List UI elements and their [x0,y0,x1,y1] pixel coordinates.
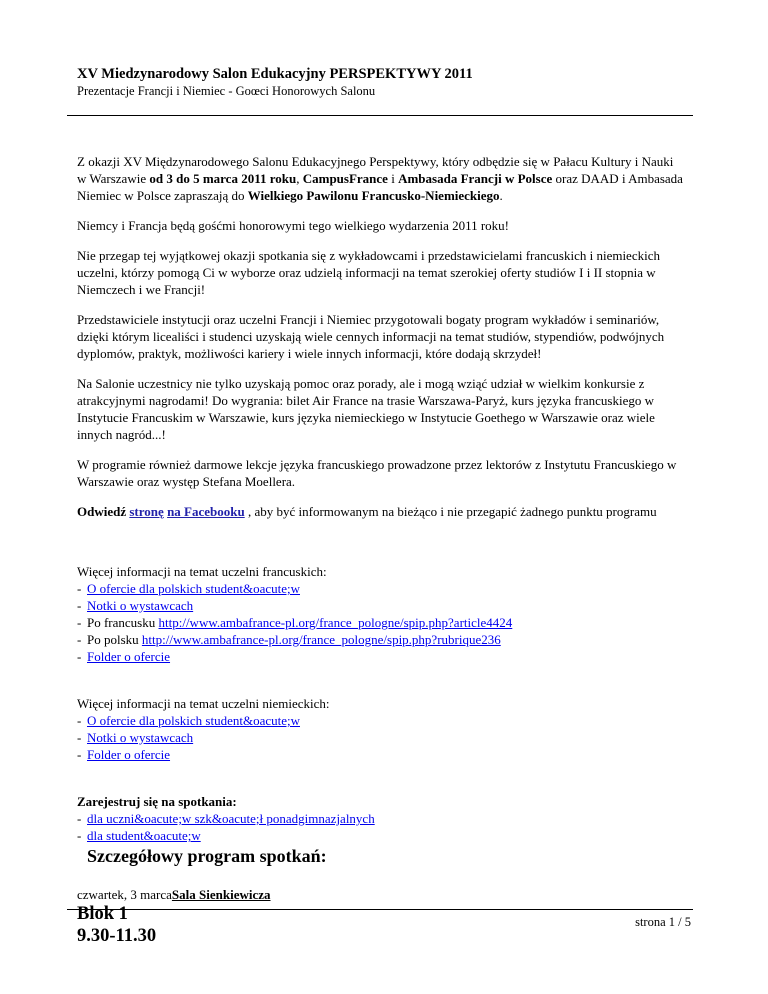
list-item [77,648,683,665]
facebook-paragraph: Odwiedź stronę na Facebooku , aby być informowanym na bieżąco i nie przegapić żadnego punktu programu [77,504,657,519]
list-item: - Po francusku http://www.ambafrance-pl.org/france_pologne/spip.php?article4424 [77,614,683,631]
register-pupils-link[interactable]: dla uczni&oacute;w szk&oacute;ł ponadgimnazjalnych [87,811,375,826]
spacer [77,665,683,695]
spacer [77,533,683,563]
german-exhibitors-link[interactable]: Notki o wystawcach [87,730,194,745]
list-item [77,827,683,844]
document-body [77,153,683,947]
intro-paragraph-5: Na Salonie uczestnicy nie tylko uzyskają pomoc oraz porady, ale i mogą wziąć udział w wielkim konkursie z atrakcyjnymi nagrodami! Do wygrania: bilet Air France na trasie Warszawa-Paryż, kurs języka francuskiego w Instytucie Francuskim w Warszawie, kurs języka niemieckiego w Instytucie Goethego w Warszawie oraz wiele innych nagród...! [77,376,655,442]
document-header-title: XV Miedzynarodowy Salon Edukacyjny PERSPEKTYWY 2011 [77,66,473,82]
french-info-list [77,580,683,665]
register-students-link[interactable]: dla student&oacute;w [87,828,201,843]
french-article-link[interactable]: http://www.ambafrance-pl.org/france_pologne/spip.php?article4424 [158,615,513,630]
german-info-list [77,712,683,763]
facebook-page-link[interactable]: stronę [129,504,164,519]
german-folder-link[interactable]: Folder o ofercie [87,747,171,762]
register-heading: Zarejestruj się na spotkania: [77,794,237,809]
list-item: - Po polsku http://www.ambafrance-pl.org/france_pologne/spip.php?rubrique236 [77,631,683,648]
intro-paragraph-1: Z okazji XV Międzynarodowego Salonu Edukacyjnego Perspektywy, który odbędzie się w Pałacu Kultury i Nauki w Warszawie od 3 do 5 marca 2011 roku, CampusFrance i Ambasada Francji w Polsce oraz DAAD i Ambasada Niemiec w Polsce zapraszają do Wielkiego Pawilonu Francusko-Niemieckiego. [77,154,683,203]
list-item [77,597,683,614]
french-rubrique-link[interactable]: http://www.ambafrance-pl.org/france_pologne/spip.php?rubrique236 [141,632,501,647]
french-info-heading: Więcej informacji na temat uczelni francuskich: [77,564,327,579]
french-offer-link[interactable]: O ofercie dla polskich student&oacute;w [87,581,300,596]
list-item [77,810,683,827]
french-exhibitors-link[interactable]: Notki o wystawcach [87,598,194,613]
program-hall: Sala Sienkiewicza [171,887,271,902]
program-heading: Szczegółowy program spotkań: [87,846,327,866]
program-block-time: 9.30-11.30 [77,926,157,946]
french-folder-link[interactable]: Folder o ofercie [87,649,171,664]
list-item [77,729,683,746]
intro-paragraph-3: Nie przegap tej wyjątkowej okazji spotkania się z wykładowcami i przedstawicielami francuskich i niemieckich uczelni, którzy pomogą Ci w wyborze oraz udzielą informacji na temat szerokiej oferty studiów I i II stopnia w Niemczech i we Francji! [77,248,660,297]
program-day-line: czwartek, 3 marcaSala Sienkiewicza [77,887,271,902]
german-offer-link[interactable]: O ofercie dla polskich student&oacute;w [87,713,300,728]
program-block-title: Blok 1 [77,904,128,924]
page-number: strona 1 / 5 [635,915,691,929]
document-header-subtitle: Prezentacje Francji i Niemiec - Goœci Honorowych Salonu [77,84,376,98]
header-divider [67,115,693,116]
german-info-heading: Więcej informacji na temat uczelni niemieckich: [77,696,330,711]
footer-divider [67,909,693,910]
register-list [77,810,683,844]
intro-paragraph-2: Niemcy i Francja będą gośćmi honorowymi tego wielkiego wydarzenia 2011 roku! [77,218,510,233]
intro-paragraph-6: W programie również darmowe lekcje języka francuskiego prowadzone przez lektorów z Instytutu Francuskiego w Warszawie oraz występ Stefana Moellera. [77,457,677,489]
intro-paragraph-4: Przedstawiciele instytucji oraz uczelni Francji i Niemiec przygotowali bogaty program wykładów i seminariów, dzięki którym licealiści i studenci uzyskają wiele cennych informacji na temat studiów, stypendiów, podwójnych dyplomów, praktyk, możliwości kariery i wiele innych informacji, które dodają skrzydeł! [77,312,665,361]
list-item [77,746,683,763]
spacer [77,763,683,793]
facebook-link[interactable]: na Facebooku [167,504,245,519]
list-item [77,712,683,729]
list-item [77,580,683,597]
